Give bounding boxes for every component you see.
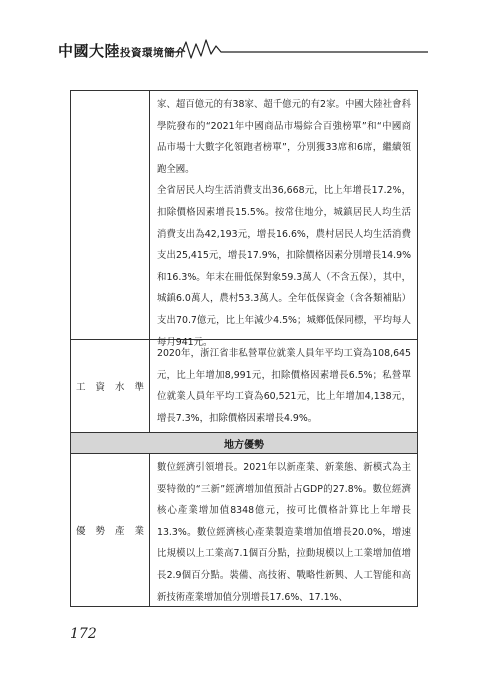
section-header: 地方優勢 (71, 433, 417, 454)
table-row (71, 340, 417, 433)
running-header (56, 38, 428, 60)
header-title-main: 中國大陸 (58, 42, 121, 60)
paragraph: 數位經濟引領增長。2021年以新產業、新業態、新模式為主要特徵的“三新”經濟增加值預計占GDP的27.8%。數位經濟核心產業增加值8348億元，按可比價格計算比上年增長13.3%。數位經濟核心產業製造業增加值增長20.0%，增速比規模以上工業高7.1個百分點，拉動規模以上工業增加值增長2.9個百分點。裝備、高技術、戰略性新興、人工智能和高新技術產業增加值分別增長17.6%、17.1%、 (157, 462, 411, 603)
paragraph: 2020年，浙江省非私營單位就業人員年平均工資為108,645元，比上年增加8,991元，扣除價格因素增長6.5%；私營單位就業人員年平均工資為60,521元，比上年增加4,138元，增長7.3%，扣除價格因素增長4.9%。 (157, 348, 411, 424)
paragraph: 家、超百億元的有38家、超千億元的有2家。中國大陸社會科學院發布的“2021年中國商品市場綜合百強榜單”和“中國商品市場十大數字化領跑者榜單”，分別獲33席和6席，繼續領跑全國。 (157, 99, 411, 175)
page-number: 172 (70, 626, 97, 642)
header-title (58, 40, 186, 61)
table-row (71, 91, 417, 348)
row-content (150, 454, 417, 606)
row-content (150, 340, 417, 432)
table-row (71, 454, 417, 606)
heartbeat-line-decoration (168, 38, 428, 60)
row-content (150, 91, 417, 348)
row-label: 工資水準 (71, 340, 150, 432)
paragraph: 全省居民人均生活消費支出36,668元，比上年增長17.2%，扣除價格因素增長15.5%。按常住地分，城鎮居民人均生活消費支出為42,193元，增長16.6%，農村居民人均生活消費支出25,415元，增長17.9%，扣除價格因素分別增長14.9%和16.3%。年末在冊低保對象59.3萬人（不含五保），其中，城鎮6.0萬人，農村53.3萬人。全年低保資金（含各類補貼）支出70.7億元，比上年減少4.5%；城鄉低保同標，平均每人每月941元。 (157, 185, 411, 348)
header-title-sub: 投資環境簡介 (120, 47, 187, 59)
row-label: 優勢產業 (71, 454, 150, 606)
row-label (71, 91, 150, 339)
info-table (70, 90, 418, 607)
